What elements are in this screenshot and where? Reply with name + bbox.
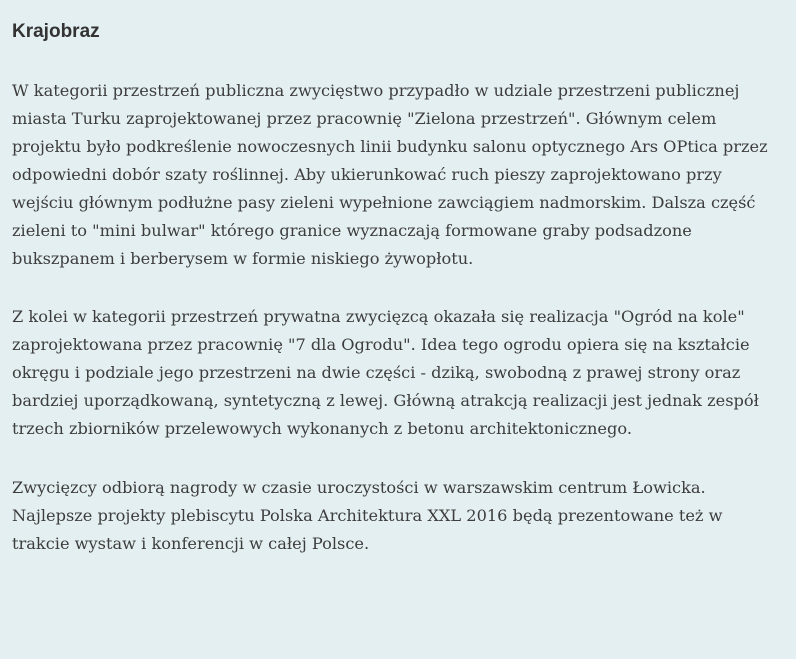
paragraph-public-space: W kategorii przestrzeń publiczna zwycięstwo przypadło w udziale przestrzeni publicznej miasta Turku zaprojektowanej przez pracownię "Zielona przestrzeń". Głównym celem projektu było podkreślenie nowoczesnych linii budynku salonu optycznego Ars OPtica przez odpowiedni dobór szaty roślinnej. Aby ukierunkować ruch pieszy zaprojektowano przy wejściu głównym podłużne pasy zieleni wypełnione zawciągiem nadmorskim. Dalsza część zieleni to "mini bulwar" którego granice wyznaczają formowane graby podsadzone bukszpanem i berberysem w formie niskiego żywopłotu.	[12, 81, 768, 268]
paragraph-private-space: Z kolei w kategorii przestrzeń prywatna zwycięzcą okazała się realizacja "Ogród na kole" zaprojektowana przez pracownię "7 dla Ogrodu". Idea tego ogrodu opiera się na kształcie okręgu i podziale jego przestrzeni na dwie części - dziką, swobodną z prawej strony oraz bardziej uporządkowaną, syntetyczną z lewej. Główną atrakcją realizacji jest jednak zespół trzech zbiorników przelewowych wykonanych z betonu architektonicznego.	[12, 307, 759, 438]
section-heading: Krajobraz	[12, 21, 100, 42]
paragraph-awards: Zwycięzcy odbiorą nagrody w czasie uroczystości w warszawskim centrum Łowicka. Najlepsze projekty plebiscytu Polska Architektura XXL 2016 będą prezentowane też w trakcie wystaw i konferencji w całej Polsce.	[12, 478, 723, 553]
